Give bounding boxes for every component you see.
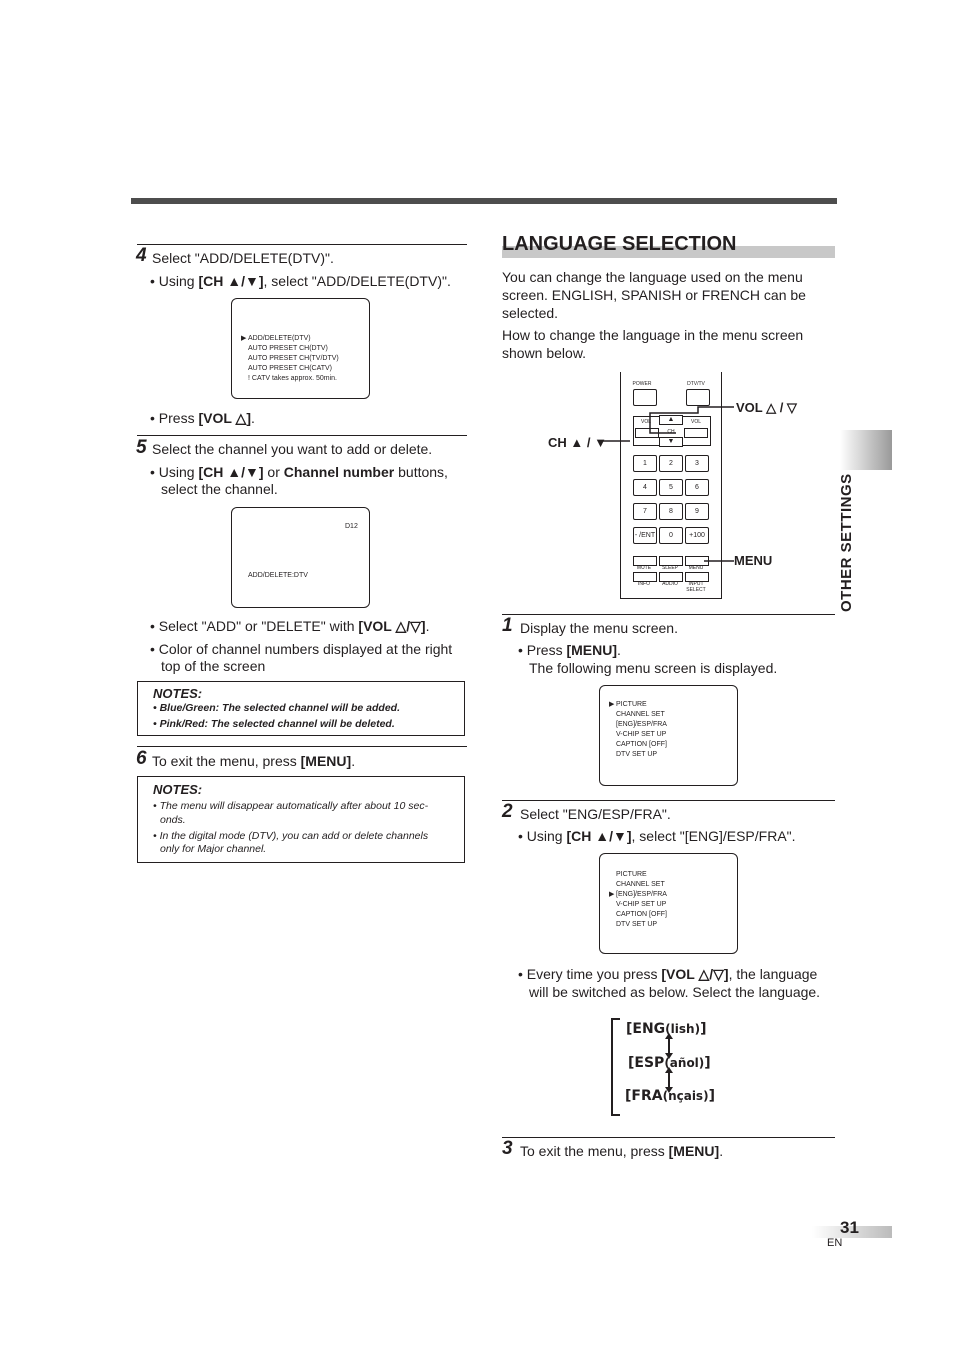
screen-menu-item: CAPTION [OFF] — [616, 911, 667, 918]
keypad-button[interactable]: +100 — [685, 527, 709, 544]
remote-button-label: AUDIO — [662, 581, 678, 587]
tv-screen-language-menu — [599, 853, 738, 954]
screen-menu-item: V-CHIP SET UP — [616, 901, 667, 908]
screen-menu-list — [609, 700, 667, 760]
remote-button-label: INPUT SELECT — [686, 581, 706, 593]
power-label: POWER — [632, 381, 652, 387]
step-2-using: • Using [CH ▲/▼], select "[ENG]/ESP/FRA". — [518, 828, 796, 844]
screen-menu-item: AUTO PRESET CH(DTV) — [248, 345, 328, 352]
note-item-cont: onds. — [160, 814, 186, 826]
screen-menu-item: [ENG]/ESP/FRA — [616, 721, 667, 728]
remote-button-label: MUTE — [636, 565, 652, 571]
note-item: • Blue/Green: The selected channel will be added. — [153, 702, 400, 714]
step-5-number: 5 — [136, 437, 147, 458]
language-option-spanish: [ESP(añol)] — [628, 1055, 711, 1071]
screen-menu-item: AUTO PRESET CH(CATV) — [248, 365, 333, 372]
remote-button-label: SLEEP — [661, 565, 679, 571]
step-5-color-note: • Color of channel numbers displayed at the right — [150, 641, 453, 657]
keypad-button[interactable]: 3 — [685, 455, 709, 472]
step-4-press: • Press [VOL △]. — [150, 410, 255, 426]
section-heading: LANGUAGE SELECTION — [502, 233, 737, 255]
remote-button-label: MENU — [688, 565, 704, 571]
keypad-button[interactable]: 2 — [659, 455, 683, 472]
screen-menu-list — [609, 870, 667, 930]
section-tab-marker — [840, 430, 892, 470]
language-option-english: [ENG(lish)] — [626, 1021, 707, 1037]
keypad-button[interactable]: 8 — [659, 503, 683, 520]
notes-title: NOTES: — [153, 686, 203, 701]
step-4-text: Select "ADD/DELETE(DTV)". — [152, 250, 334, 266]
language-option-french: [FRA(nçais)] — [625, 1088, 715, 1104]
step-3-text: To exit the menu, press [MENU]. — [520, 1143, 724, 1159]
step-2-every: • Every time you press [VOL △/▽], the language — [518, 966, 818, 982]
menu-callout: MENU — [734, 553, 773, 568]
note-item: • In the digital mode (DTV), you can add or delete channels — [153, 830, 429, 842]
ch-label: CH — [667, 429, 675, 435]
step-5-color-note-cont: top of the screen — [161, 658, 266, 674]
vol-callout: VOL △ / ▽ — [736, 400, 797, 415]
screen-menu-item: V-CHIP SET UP — [616, 731, 667, 738]
note-item: • Pink/Red: The selected channel will be deleted. — [153, 718, 395, 730]
screen-menu-item: ! CATV takes approx. 50min. — [248, 375, 337, 382]
screen-menu-item: DTV SET UP — [616, 751, 658, 758]
tv-screen-add-delete-dtv — [231, 507, 370, 608]
tv-screen-add-delete-menu — [231, 298, 370, 399]
callout-lines — [590, 395, 740, 575]
divider — [137, 746, 467, 747]
screen-menu-item: ▶ [ENG]/ESP/FRA — [609, 891, 667, 898]
ch-down-button[interactable]: ▼ — [659, 437, 683, 447]
step-6-number: 6 — [136, 748, 147, 769]
keypad-button[interactable]: 7 — [633, 503, 657, 520]
notes-box-2 — [137, 776, 465, 863]
keypad-button[interactable]: 1 — [633, 455, 657, 472]
cursor-arrow-icon: ▶ — [241, 335, 247, 342]
dtvtv-label: DTV/TV — [687, 381, 705, 387]
step-3-number: 3 — [502, 1138, 513, 1159]
intro-paragraph-1: You can change the language used on the menu screen. ENGLISH, SPANISH or FRENCH can be selected. — [502, 269, 806, 321]
step-5-select: • Select "ADD" or "DELETE" with [VOL △/▽]. — [150, 618, 430, 634]
screen-menu-item: CHANNEL SET — [616, 881, 665, 888]
screen-menu-item: DTV SET UP — [616, 921, 658, 928]
screen-menu-item: CHANNEL SET — [616, 711, 665, 718]
notes-title: NOTES: — [153, 782, 203, 797]
page-language: EN — [827, 1237, 843, 1249]
top-rule — [131, 198, 837, 204]
section-tab-label: OTHER SETTINGS — [838, 473, 855, 612]
divider — [137, 244, 467, 245]
step-5-bullet-cont: select the channel. — [161, 481, 278, 497]
step-5-bullet: • Using [CH ▲/▼] or Channel number buttons, — [150, 464, 448, 480]
keypad-button[interactable]: - /ENT — [633, 527, 657, 544]
screen-menu-item: AUTO PRESET CH(TV/DTV) — [248, 355, 339, 362]
keypad-button[interactable]: 6 — [685, 479, 709, 496]
language-cycle-diagram — [610, 1011, 726, 1116]
vol-label: VOL — [640, 419, 651, 425]
note-item: • The menu will disappear automatically after about 10 sec- — [153, 800, 429, 812]
step-4-bullet: • Using [CH ▲/▼], select "ADD/DELETE(DTV)". — [150, 273, 451, 289]
step-4-number: 4 — [136, 245, 147, 266]
screen-channel: D12 — [345, 523, 358, 530]
screen-menu-list — [241, 334, 339, 384]
ch-callout: CH ▲ / ▼ — [548, 435, 607, 450]
keypad-button[interactable]: 0 — [659, 527, 683, 544]
cursor-arrow-icon: ▶ — [609, 891, 615, 898]
keypad-button[interactable]: 5 — [659, 479, 683, 496]
step-1-press: • Press [MENU]. — [518, 642, 621, 658]
page-number: 31 — [840, 1218, 859, 1237]
keypad-button[interactable]: 4 — [633, 479, 657, 496]
step-2-text: Select "ENG/ESP/FRA". — [520, 806, 671, 822]
screen-menu-item: PICTURE — [616, 871, 647, 878]
remote-button-label: INFO — [638, 581, 650, 587]
ch-up-button[interactable]: ▲ — [659, 415, 683, 425]
divider — [137, 435, 467, 436]
tv-screen-main-menu — [599, 685, 738, 786]
step-2-number: 2 — [502, 801, 513, 822]
step-6-text: To exit the menu, press [MENU]. — [152, 753, 356, 769]
note-item-cont: only for Major channel. — [160, 843, 267, 855]
vol-label: VOL — [690, 419, 701, 425]
notes-box-1 — [137, 681, 465, 736]
screen-menu-item: ▶ ADD/DELETE(DTV) — [241, 335, 311, 342]
screen-status: ADD/DELETE:DTV — [248, 572, 308, 579]
divider — [502, 614, 835, 615]
divider — [502, 800, 835, 801]
step-2-every-cont: will be switched as below. Select the language. — [529, 984, 821, 1000]
divider — [502, 1137, 835, 1138]
screen-menu-item: CAPTION [OFF] — [616, 741, 667, 748]
intro-paragraph-2: How to change the language in the menu screen shown below. — [502, 327, 804, 361]
screen-menu-item: ▶ PICTURE — [609, 701, 647, 708]
step-5-text: Select the channel you want to add or delete. — [152, 441, 433, 457]
keypad-button[interactable]: 9 — [685, 503, 709, 520]
cursor-arrow-icon: ▶ — [609, 701, 615, 708]
step-1-text: Display the menu screen. — [520, 620, 678, 636]
step-1-following: The following menu screen is displayed. — [529, 660, 778, 676]
step-1-number: 1 — [502, 615, 513, 636]
